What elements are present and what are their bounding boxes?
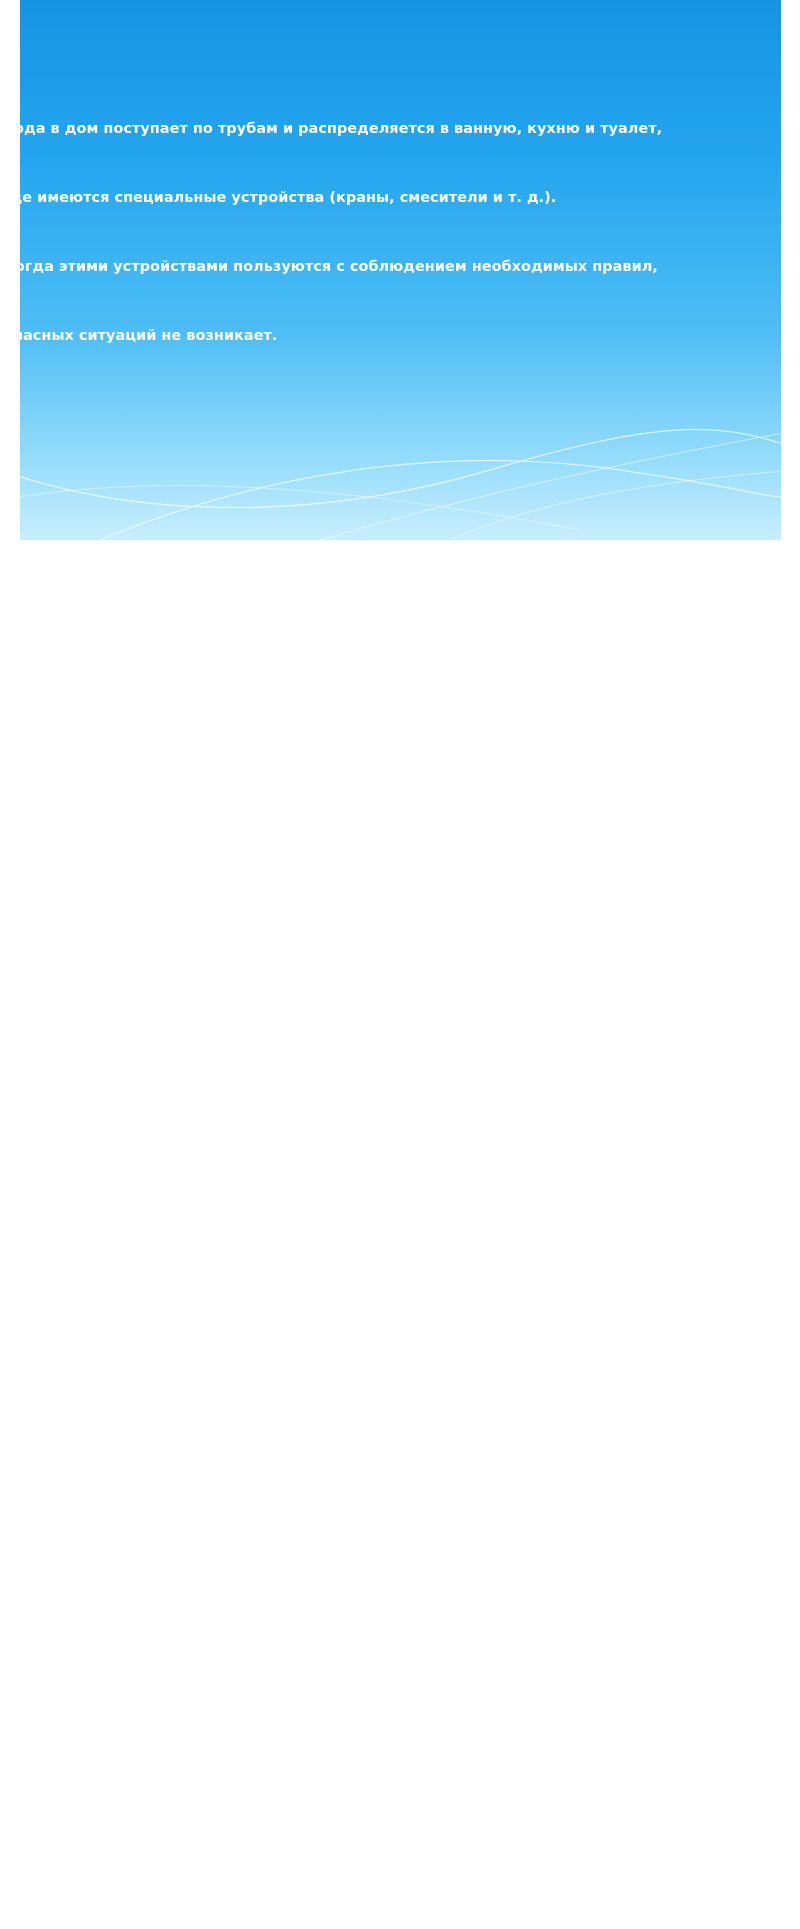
text-line: отопительной системе и в водопроводе. Обо всем замеченном расскажите xyxy=(3,1519,638,1535)
text-line: канализационная вода со всем содержимым начнет поступать в дом. xyxy=(3,1221,593,1237)
intro-paragraph xyxy=(3,72,793,394)
text-line: - Никогда не выбрасывайте мусор в унитаз - можно засорить канализацию и xyxy=(3,1152,654,1168)
rule-paragraph xyxy=(3,1401,793,1654)
text-line: - Не оставляйте без внимания неисправные краны, просачивание воды в xyxy=(3,1450,621,1466)
rule-paragraph xyxy=(3,1103,793,1287)
text-line: Вот эти правила: xyxy=(3,556,146,572)
slide-text xyxy=(3,26,793,1929)
blue-gradient-panel xyxy=(3,0,781,1833)
text-line: включить в то время, когда никого не будет дома, и она затопит помещение. xyxy=(3,923,662,939)
text-line: взрослым и покажите место неисправности. xyxy=(3,1588,378,1604)
rules-heading-paragraph xyxy=(3,507,793,691)
text-line: опасных ситуаций не возникает. xyxy=(3,328,278,344)
text-line: - Никогда не оставляйте кран открытым, если вода отключена. Воду могут xyxy=(3,854,643,870)
text-line: Вода в дом поступает по трубам и распределяется в ванную, кухню и туалет, xyxy=(3,121,663,137)
conclusion-paragraph xyxy=(3,1768,793,1883)
text-line: где имеются специальные устройства (краны, смесители и т. д.). xyxy=(3,190,557,206)
text-line: Когда этими устройствами пользуются с соблюдением необходимых правил, xyxy=(3,259,658,275)
text-line: - Никогда не оставляйте открытым кран с льющейся водой без присмотра. xyxy=(3,625,641,641)
text-line: Вовремя устраненная неисправность может предотвратить аварию. xyxy=(3,1817,579,1833)
rule-paragraph xyxy=(3,805,793,989)
